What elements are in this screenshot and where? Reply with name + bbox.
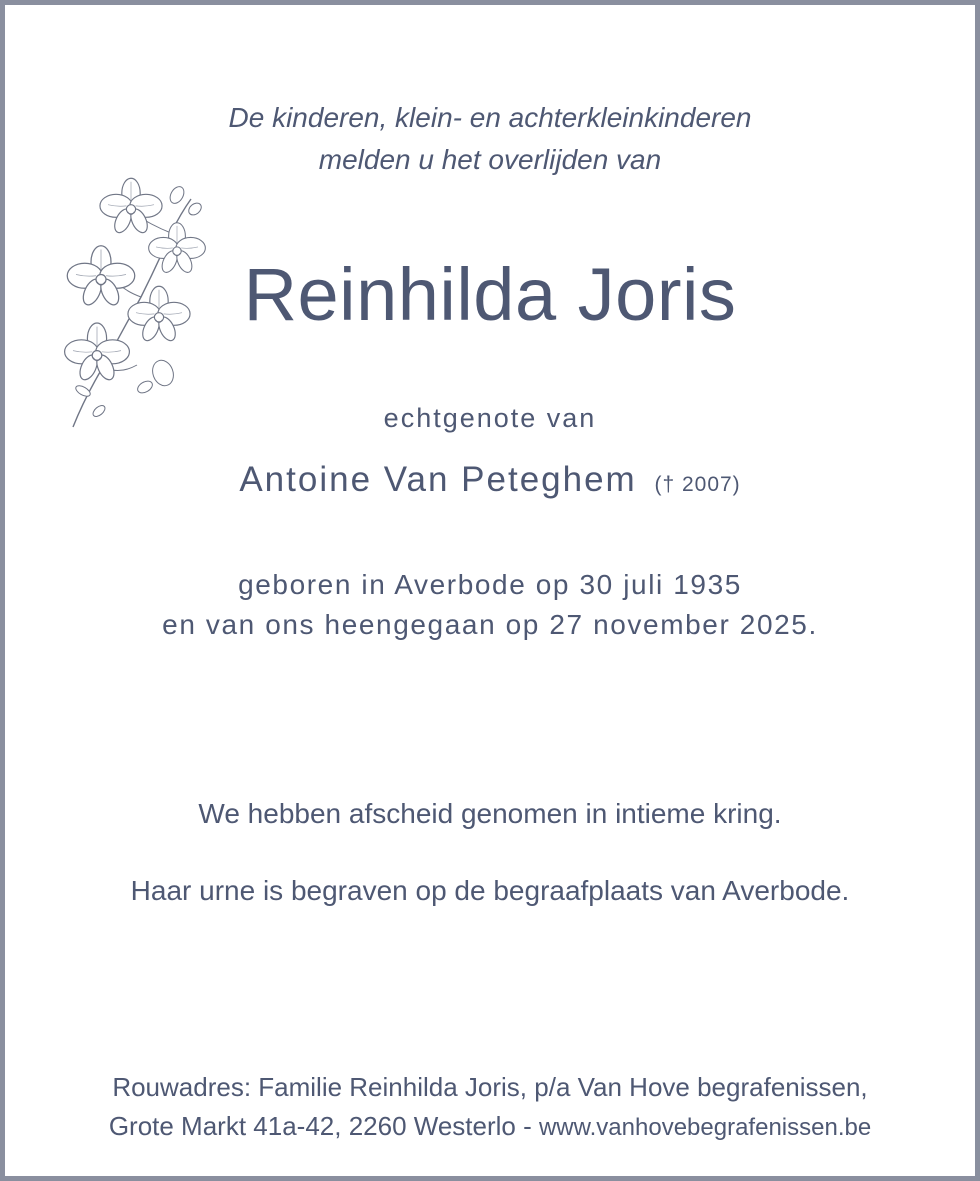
spouse-name: Antoine Van Peteghem [239,460,637,499]
intro-line-2: melden u het overlijden van [318,144,662,175]
intro-line-1: De kinderen, klein- en achterkleinkinderen [228,102,752,133]
farewell-message: We hebben afscheid genomen in intieme kring. [198,798,782,829]
life-dates [5,565,975,645]
address-line-2 [5,1107,975,1147]
spouse-death-note: († 2007) [654,473,741,496]
relation-label: echtgenote van [383,403,597,433]
burial-message: Haar urne is begraven op de begraafplaats van Averbode. [130,875,850,906]
birth-line: geboren in Averbode op 30 juli 1935 [238,569,742,600]
mourning-address [5,1068,975,1147]
deceased-name: Reinhilda Joris [243,253,737,336]
website-link[interactable]: www.vanhovebegrafenissen.be [538,1114,872,1141]
spouse-line [5,460,975,500]
address-line-1: Rouwadres: Familie Reinhilda Joris, p/a Van Hove begrafenissen, [112,1072,868,1102]
address-street: Grote Markt 41a-42, 2260 Westerlo - [108,1111,539,1141]
intro-text [5,97,975,181]
death-line: en van ons heengegaan op 27 november 2025. [162,609,818,640]
